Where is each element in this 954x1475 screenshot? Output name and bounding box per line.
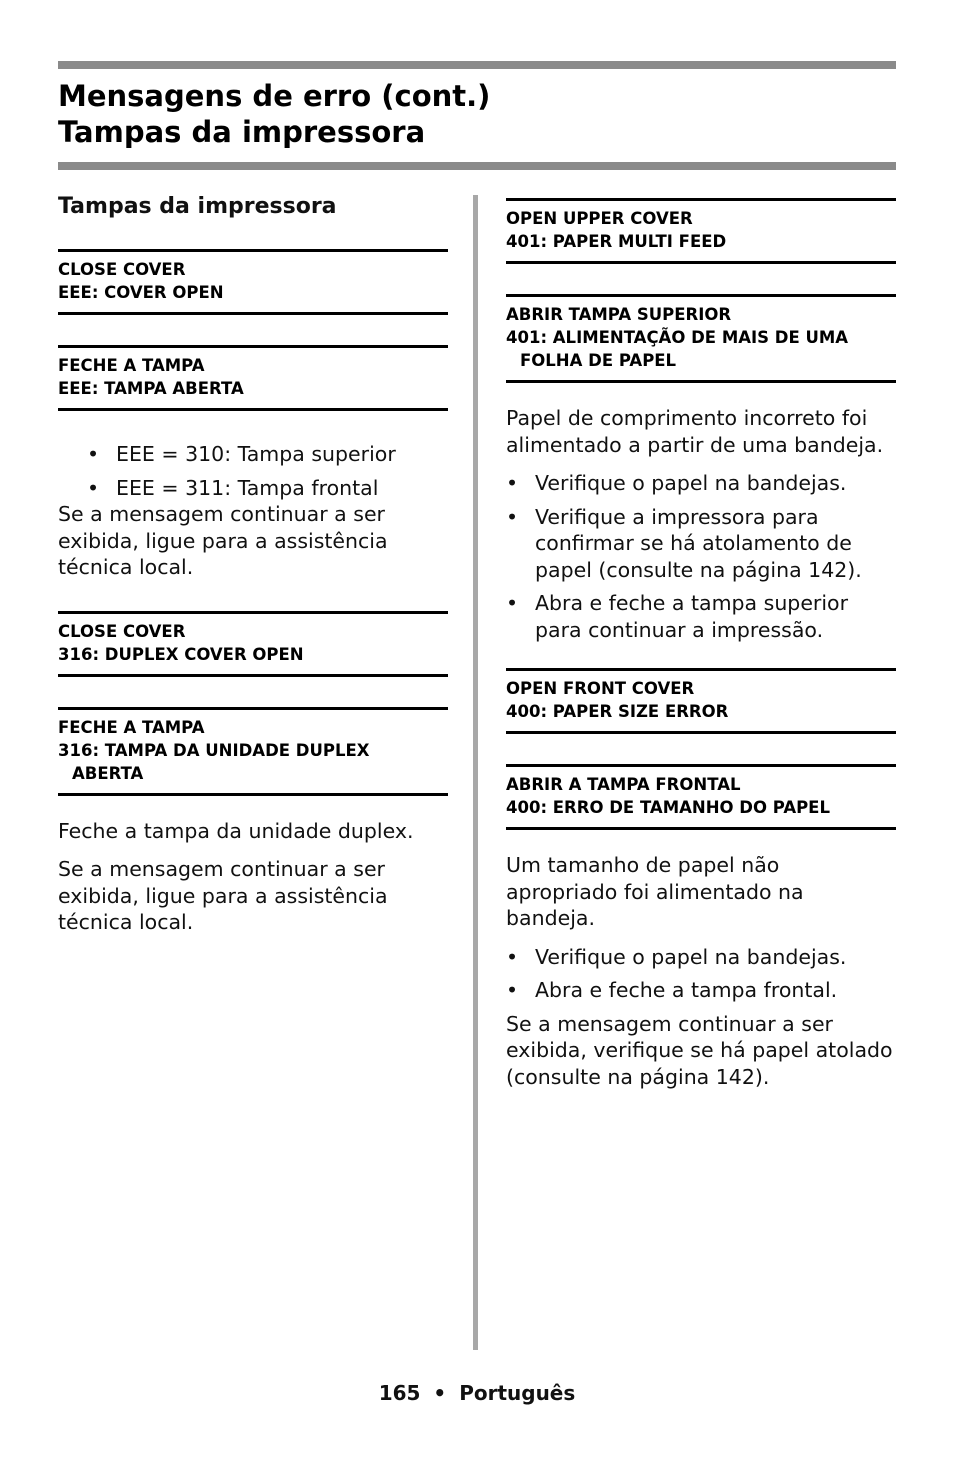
message-line: ABRIR A TAMPA FRONTAL xyxy=(506,775,741,794)
cover-codes-list xyxy=(58,441,448,501)
message-line: 316: TAMPA DA UNIDADE DUPLEX xyxy=(58,740,370,760)
column-divider xyxy=(473,195,478,1350)
page-title-line-2: Tampas da impressora xyxy=(58,115,426,149)
message-box-abrir-tampa-frontal xyxy=(506,764,896,830)
page-title-line-1: Mensagens de erro (cont.) xyxy=(58,79,491,113)
list-item: • Abra e feche a tampa superior para continuar a impressão. xyxy=(506,590,896,643)
paragraph: Papel de comprimento incorreto foi alimentado a partir de uma bandeja. xyxy=(506,406,884,457)
message-line: 400: ERRO DE TAMANHO DO PAPEL xyxy=(506,798,830,817)
message-line: FOLHA DE PAPEL xyxy=(520,351,677,370)
message-line: FECHE A TAMPA xyxy=(58,356,205,375)
paragraph: Se a mensagem continuar a ser exibida, ligue para a assistência técnica local. xyxy=(58,857,388,934)
message-line: EEE: TAMPA ABERTA xyxy=(58,379,244,398)
message-line: EEE: COVER OPEN xyxy=(58,283,224,302)
header-rule-top xyxy=(58,61,896,69)
section-title: Tampas da impressora xyxy=(58,194,337,219)
message-box-feche-tampa-duplex xyxy=(58,707,448,796)
message-line: OPEN FRONT COVER xyxy=(506,679,695,698)
message-box-open-upper-cover xyxy=(506,198,896,264)
message-box-abrir-tampa-superior xyxy=(506,294,896,383)
list-item: • Verifique o papel na bandejas. xyxy=(506,944,896,971)
paragraph: Feche a tampa da unidade duplex. xyxy=(58,818,414,843)
paragraph: Se a mensagem continuar a ser exibida, ligue para a assistência técnica local. xyxy=(58,502,388,579)
footer-separator: • xyxy=(433,1381,447,1405)
footer-language: Português xyxy=(459,1381,576,1405)
header-rule-bottom xyxy=(58,162,896,170)
message-box-open-front-cover xyxy=(506,668,896,734)
page-footer xyxy=(0,1381,954,1405)
list-item: • EEE = 311: Tampa frontal xyxy=(87,475,448,502)
message-line: CLOSE COVER xyxy=(58,621,186,641)
message-line: 401: PAPER MULTI FEED xyxy=(506,232,727,251)
message-line: FECHE A TAMPA xyxy=(58,717,205,737)
front-cover-steps-list xyxy=(506,944,896,1004)
list-item: • Abra e feche a tampa frontal. xyxy=(506,977,896,1004)
message-line: CLOSE COVER xyxy=(58,260,186,279)
message-line: OPEN UPPER COVER xyxy=(506,209,693,228)
message-box-close-cover-duplex xyxy=(58,611,448,677)
message-line: ABERTA xyxy=(72,763,144,783)
list-item: • EEE = 310: Tampa superior xyxy=(87,441,448,468)
message-line: 401: ALIMENTAÇÃO DE MAIS DE UMA xyxy=(506,328,849,347)
page-title xyxy=(58,78,490,150)
message-line: 316: DUPLEX COVER OPEN xyxy=(58,644,304,664)
message-line: ABRIR TAMPA SUPERIOR xyxy=(506,305,732,324)
paragraph: Um tamanho de papel não apropriado foi alimentado na bandeja. xyxy=(506,853,804,930)
page-number: 165 xyxy=(378,1381,421,1405)
message-line: 400: PAPER SIZE ERROR xyxy=(506,702,729,721)
upper-cover-steps-list xyxy=(506,470,896,643)
message-box-feche-tampa xyxy=(58,345,448,411)
left-column xyxy=(58,190,448,948)
right-column xyxy=(506,198,896,1102)
list-item: • Verifique a impressora para confirmar se há atolamento de papel (consulte na página 142). xyxy=(506,504,896,584)
message-box-close-cover xyxy=(58,249,448,315)
paragraph: Se a mensagem continuar a ser exibida, verifique se há papel atolado (consulte na página 142). xyxy=(506,1011,893,1089)
list-item: • Verifique o papel na bandejas. xyxy=(506,470,896,497)
